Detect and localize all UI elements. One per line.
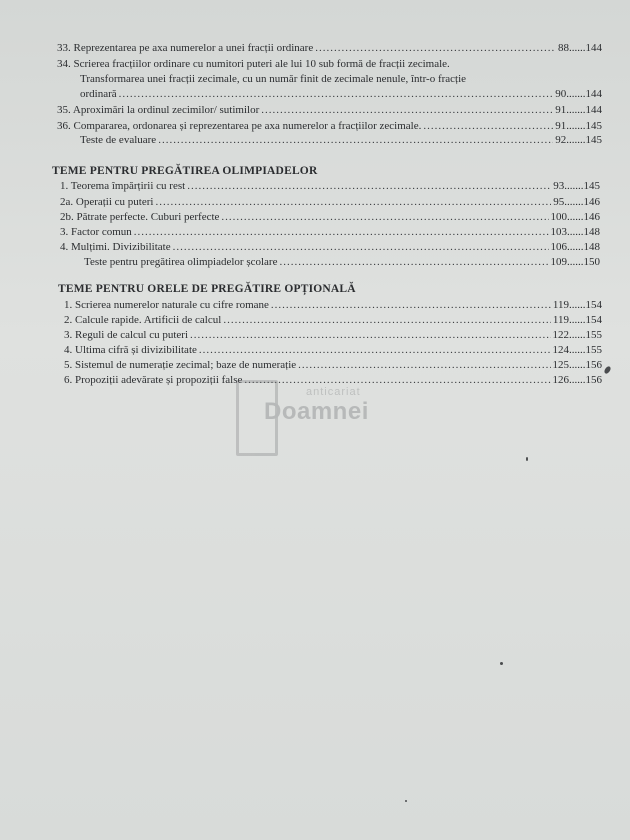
toc-entry: 1. Scrierea numerelor naturale cu cifre romane ..... 119......154: [64, 299, 602, 312]
toc-entry: 36. Compararea, ordonarea și reprezentarea pe axa numerelor a fracțiilor zecimale. ..... 91.......145: [57, 120, 602, 133]
watermark-brand-text: Doamnei: [264, 398, 369, 425]
toc-entry: Teste pentru pregătirea olimpiadelor școlare ..... 109......150: [84, 256, 600, 269]
toc-entry: 4. Mulțimi. Divizibilitate ..... 106......148: [60, 241, 600, 254]
toc-entry: 5. Sistemul de numerație zecimal; baze de numerație ..... 125......156: [64, 359, 602, 372]
toc-entry: 33. Reprezentarea pe axa numerelor a unei fracții ordinare ..... 88......144: [57, 42, 602, 55]
toc-entry: 4. Ultima cifră și divizibilitate ..... 124......155: [64, 344, 602, 357]
paper-speck: [500, 662, 503, 665]
toc-entry-line: Transformarea unei fracții zecimale, cu un număr finit de zecimale nenule, într-o fracție: [80, 73, 467, 85]
toc-entry-line: 34. Scrierea fracțiilor ordinare cu numitori puteri ale lui 10 sub formă de fracții zecimale.: [57, 58, 450, 70]
section-heading: TEME PENTRU PREGĂTIREA OLIMPIADELOR: [52, 165, 318, 177]
toc-entry: 35. Aproximări la ordinul zecimilor/ sutimilor ..... 91.......144: [57, 104, 602, 117]
paper-speck: [405, 800, 407, 802]
toc-entry: ordinară ..... 90.......144: [80, 88, 602, 101]
toc-entry: 2b. Pătrate perfecte. Cuburi perfecte ..... 100......146: [60, 211, 600, 224]
watermark-small-text: anticariat: [306, 386, 361, 398]
section-heading: TEME PENTRU ORELE DE PREGĂTIRE OPȚIONALĂ: [58, 283, 356, 295]
toc-entry: 6. Propoziții adevărate și propoziții false ..... 126......156: [64, 374, 602, 387]
paper-speck: [526, 457, 528, 461]
toc-entry: Teste de evaluare ..... 92.......145: [80, 134, 602, 147]
toc-entry: 1. Teorema împărțirii cu rest ..... 93.......145: [60, 180, 600, 193]
toc-entry: 2. Calcule rapide. Artificii de calcul ..... 119......154: [64, 314, 602, 327]
toc-entry: 3. Factor comun ..... 103......148: [60, 226, 600, 239]
anticariat-watermark: [236, 380, 416, 460]
toc-entry: 3. Reguli de calcul cu puteri ..... 122......155: [64, 329, 602, 342]
paper-speck: [603, 365, 612, 374]
toc-entry: 2a. Operații cu puteri ..... 95.......146: [60, 196, 600, 209]
